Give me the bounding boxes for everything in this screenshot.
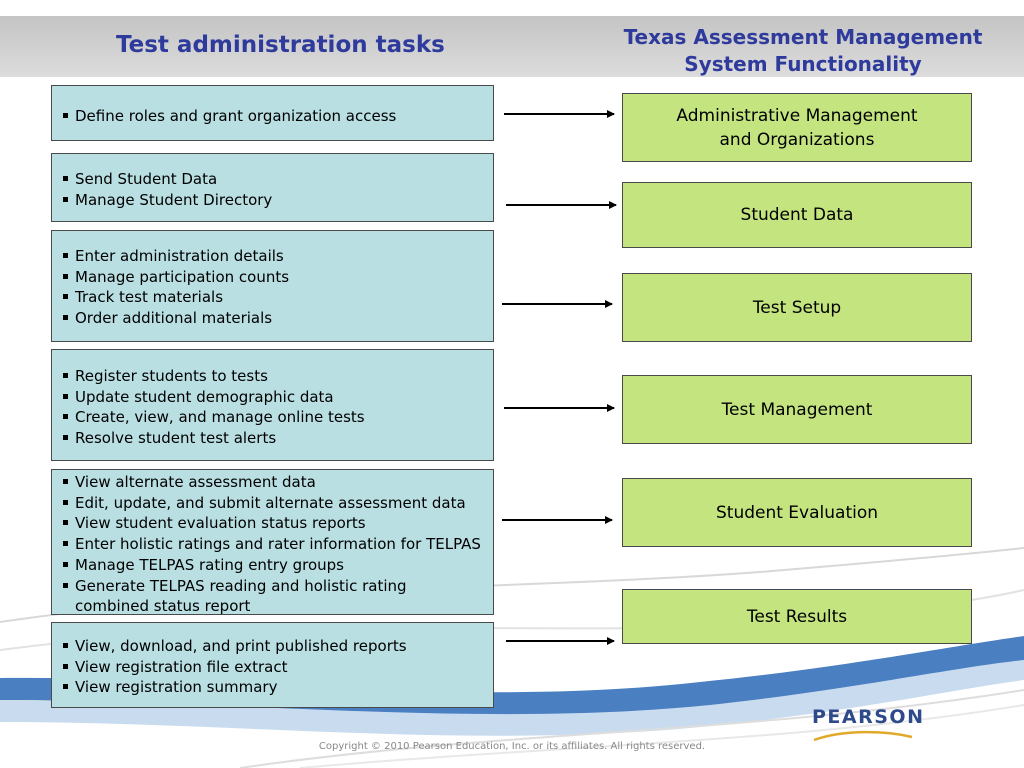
task-item: Manage participation counts [62,267,493,288]
task-item: Track test materials [62,287,493,308]
task-item: Resolve student test alerts [62,428,493,449]
task-item: Send Student Data [62,169,493,190]
pearson-swoosh-icon [812,728,916,742]
task-item: Enter administration details [62,246,493,267]
left-column-title: Test administration tasks [116,32,445,58]
task-item: Edit, update, and submit alternate assessment data [62,493,493,514]
task-item: Define roles and grant organization access [62,106,493,127]
task-item: Order additional materials [62,308,493,329]
task-item: View, download, and print published reports [62,636,493,657]
task-item: Update student demographic data [62,387,493,408]
function-box-test-results: Test Results [622,589,972,644]
function-box-admin: Administrative Management and Organizations [622,93,972,162]
function-box-student-evaluation: Student Evaluation [622,478,972,547]
task-item: Manage Student Directory [62,190,493,211]
copyright-text: Copyright © 2010 Pearson Education, Inc. or its affiliates. All rights reserved. [318,741,706,752]
task-item: Enter holistic ratings and rater information for TELPAS [62,534,493,555]
pearson-logo-text: PEARSON [812,706,925,728]
pearson-logo [812,706,925,744]
right-column-title: Texas Assessment Management System Functionality [623,25,983,76]
task-item: Manage TELPAS rating entry groups [62,555,493,576]
task-item: View alternate assessment data [62,472,493,493]
task-item: Create, view, and manage online tests [62,407,493,428]
task-item: View registration file extract [62,657,493,678]
task-item: View student evaluation status reports [62,513,493,534]
function-box-test-management: Test Management [622,375,972,444]
function-box-student-data: Student Data [622,182,972,248]
function-box-test-setup: Test Setup [622,273,972,342]
task-item: Register students to tests [62,366,493,387]
task-item: View registration summary [62,677,493,698]
task-item: Generate TELPAS reading and holistic rating combined status report [62,576,493,617]
